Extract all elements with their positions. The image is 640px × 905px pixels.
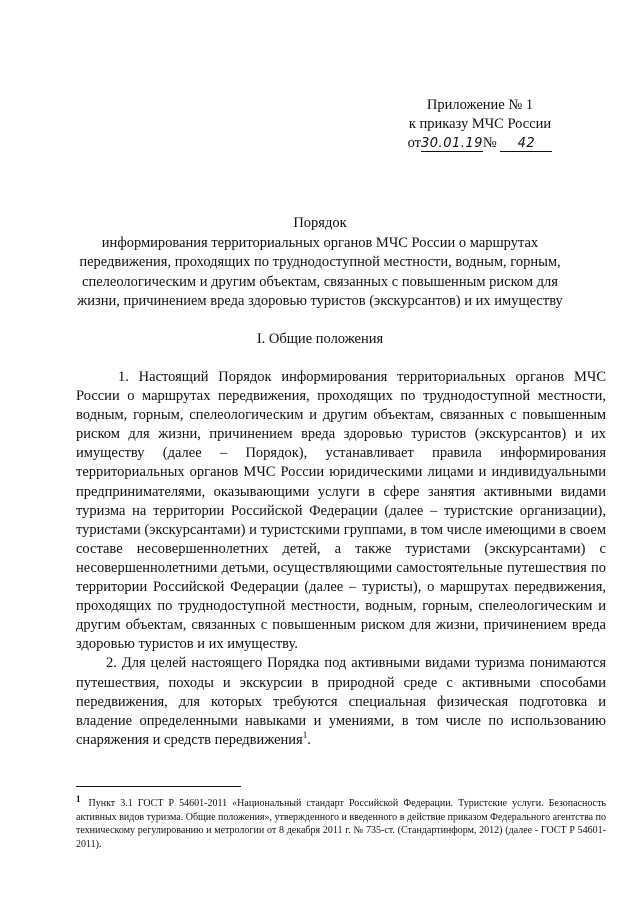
footnote [76, 793, 606, 851]
appendix-header [380, 96, 580, 153]
footnote-mark: 1 [76, 793, 81, 804]
section-heading: I. Общие положения [256, 331, 384, 347]
paragraph-2 [76, 654, 606, 749]
date-prefix: от [407, 135, 422, 151]
document-body [76, 368, 606, 750]
handwritten-date: 30.01.19 [421, 136, 483, 151]
order-date-number [380, 134, 580, 153]
paragraph-2-end: . [307, 731, 311, 748]
footnote-divider [76, 786, 241, 787]
title-body: информирования территориальных органов МЧС России о маршрутах передвижения, проходящих по труднодоступной местности, водным, горным, спелеологическим и другим объектам, связанных с повышенным риском для жизни, причинением вреда здоровью туристов (экскурсантов) и их имуществу [77, 234, 563, 309]
paragraph-1: 1. Настоящий Порядок информирования территориальных органов МЧС России о маршрутах передвижения, проходящих по труднодоступной местности, водным, горным, спелеологическим и другим объектам, связанных с повышенным риском для жизни, причинением вреда здоровью туристов (экскурсантов) и их имуществу (далее – Порядок), устанавливает правила информирования территориальных органов МЧС России юридическими лицами и индивидуальными предпринимателями, оказывающими услуги в сфере занятия активными видами туризма на территории Российской Федерации (далее – туристские организации), туристами (экскурсантами) и туристскими группами, в том числе имеющими в своем составе несовершеннолетних детей, а также туристами (экскурсантами) с несовершеннолетними детьми, осуществляющими самостоятельные путешествия по территории Российской Федерации (далее – туристы), о маршрутах передвижения, проходящих по труднодоступной местности, водным, горным, спелеологическим и другим объектам, связанных с повышенным риском для жизни, причинением вреда здоровью туристов и их имуществу. [76, 369, 606, 653]
document-title [60, 214, 580, 312]
footnote-text: Пункт 3.1 ГОСТ Р 54601-2011 «Национальный стандарт Российской Федерации. Туристские услуги. Безопасность активных видов туризма. Общие положения», утвержденного и введенного в действие приказом Федерального агентства по техническому регулированию и метрологии от 8 декабря 2011 г. № 735-ст. (Стандартинформ, 2012) (далее - ГОСТ Р 54601-2011). [76, 798, 606, 850]
appendix-line-2: к приказу МЧС России [408, 116, 552, 132]
handwritten-number: 42 [500, 136, 552, 152]
paragraph-2-text: 2. Для целей настоящего Порядка под активными видами туризма понимаются путешествия, походы и экскурсии в природной среде с активными способами передвижения, для которых требуются специальная физическая подготовка и владение определенными навыками и умениями, в том числе по использованию снаряжения и средств передвижения [76, 655, 606, 748]
title-heading: Порядок [293, 215, 347, 231]
number-prefix: № [482, 135, 497, 151]
footnote-ref: 1 [302, 729, 308, 740]
appendix-line-1: Приложение № 1 [426, 97, 534, 113]
